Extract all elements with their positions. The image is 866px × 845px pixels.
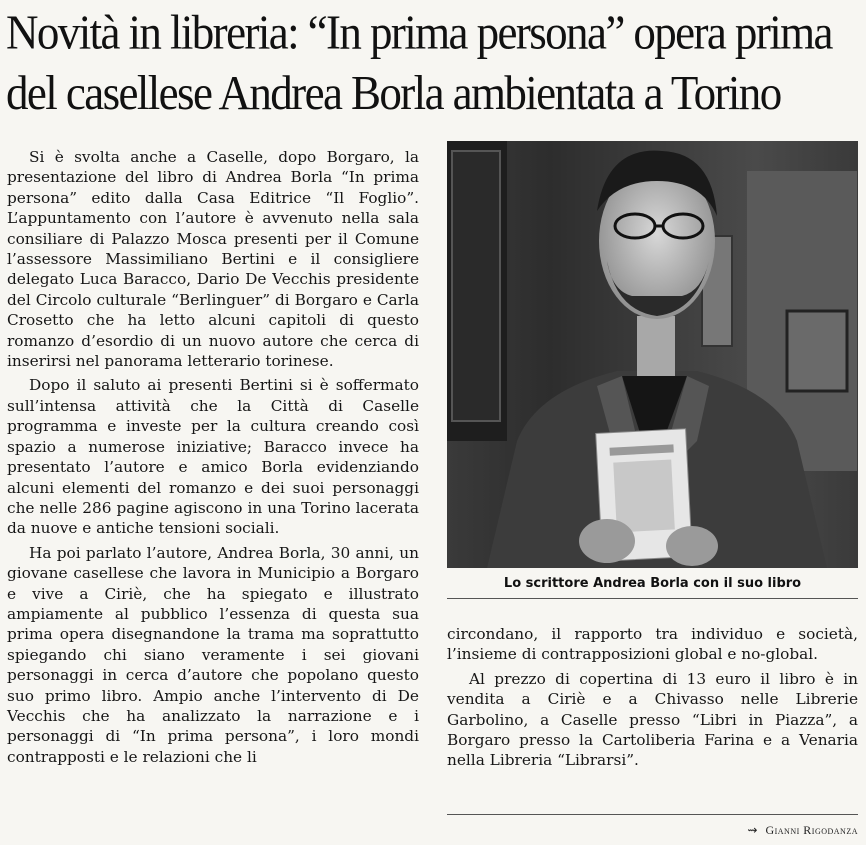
paragraph-1: Si è svolta anche a Caselle, dopo Borgaro, la presentazione del libro di Andrea Borla “In prima persona” edito dalla Casa Editrice “Il Foglio”. L’appuntamento con l’autore è avvenuto nella sala consiliare di Palazzo Mosca presenti per il Comune l’assessore Massimiliano Bertini e il consigliere delegato Luca Baracco, Dario De Vecchis presidente del Circolo culturale “Berlinguer” di Borgaro e Carla Crosetto che ha letto alcuni capitoli di questo romanzo d’esordio di un nuovo autore che cerca di inserirsi nel panorama letterario torinese. [7, 148, 419, 371]
byline-divider [447, 814, 858, 815]
headline: Novità in libreria: “In prima persona” opera prima del casellese Andrea Borla ambientata a Torino [6, 5, 832, 120]
author-photo-illustration [447, 141, 858, 568]
byline [747, 823, 858, 838]
paragraph-3: Ha poi parlato l’autore, Andrea Borla, 30 anni, un giovane casellese che lavora in Municipio a Borgaro e vive a Ciriè, che ha spiegato e illustrato ampiamente al pubblico l’essenza di questa sua prima opera disegnandone la trama ma soprattutto spiegando chi siano veramente i sei giovani personaggi in cerca d’autore che popolano questo suo primo libro. Ampio anche l’intervento di De Vecchis che ha analizzato la narrazione e i personaggi di “In prima persona”, i loro mondi contrapposti e le relazioni che li [7, 543, 419, 766]
article-body-right-column [447, 624, 858, 771]
paragraph-4: Al prezzo di copertina di 13 euro il libro è in vendita a Ciriè e a Chivasso nelle Librerie Garbolino, a Caselle presso “Libri in Piazza”, a Borgaro presso la Cartoliberia Farina e a Venaria nella Libreria “Librarsi”. [447, 669, 858, 770]
caption-divider [447, 598, 858, 599]
paragraph-3-continued: circondano, il rapporto tra individuo e società, l’insieme di contrapposizioni global e no-global. [447, 625, 858, 664]
paragraph-2: Dopo il saluto ai presenti Bertini si è soffermato sull’intensa attività che la Città di Caselle programma e investe per la cultura creando così spazio a numerose iniziative; Baracco invece ha presentato l’autore e amico Borla evidenziando alcuni elementi del romanzo e dei suoi personaggi che nelle 286 pagine agiscono in una Torino lacerata da nuove e antiche tensioni sociali. [7, 376, 419, 538]
author-name: Gianni Rigodanza [765, 823, 858, 837]
photo-caption: Lo scrittore Andrea Borla con il suo libro [503, 576, 802, 591]
article-body-left-column [7, 147, 419, 767]
byline-arrow-icon: ⇝ [747, 823, 758, 837]
author-photo [447, 141, 858, 568]
